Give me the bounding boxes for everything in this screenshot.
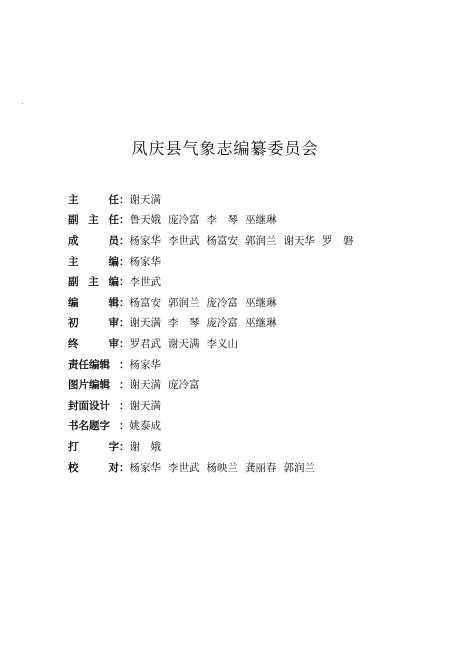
role-label <box>68 295 119 310</box>
member-names <box>130 315 284 330</box>
role-char: 初 <box>68 317 79 330</box>
role-colon: ： <box>119 296 130 309</box>
role-colon: ： <box>119 399 130 412</box>
member-name: 庞冷富 <box>168 379 200 392</box>
role-label <box>68 254 119 269</box>
role-char: 任 <box>108 193 119 206</box>
member-names <box>130 460 323 475</box>
member-names <box>130 212 284 227</box>
member-name: 杨家华 <box>129 255 161 268</box>
role-char: 终 <box>68 337 79 350</box>
role-colon: ： <box>119 440 130 453</box>
roster-row <box>68 416 428 437</box>
member-name: 李世武 <box>168 234 200 247</box>
role-char: 编 <box>108 276 119 289</box>
roster-row <box>68 292 428 313</box>
role-char: 审 <box>108 337 119 350</box>
member-name: 郭润兰 <box>283 461 315 474</box>
roster-row <box>68 457 428 478</box>
member-name: 李世武 <box>168 461 200 474</box>
member-names <box>130 357 169 372</box>
role-label <box>68 336 119 351</box>
role-colon: ： <box>119 461 130 474</box>
member-name: 李义山 <box>206 337 238 350</box>
role-colon: ： <box>119 255 130 268</box>
role-char: 对 <box>108 461 119 474</box>
member-name: 巫继琳 <box>245 317 277 330</box>
member-name: 谢天满 <box>129 399 161 412</box>
role-char: 成 <box>68 234 79 247</box>
member-name: 龚丽春 <box>245 461 277 474</box>
role-char: 书名题字 <box>68 420 110 433</box>
roster-row <box>68 395 428 416</box>
role-label <box>68 418 119 433</box>
role-char: 副 <box>68 214 79 227</box>
member-name: 杨家华 <box>129 461 161 474</box>
member-names <box>130 418 169 433</box>
roster-row <box>68 251 428 272</box>
member-name: 杨家华 <box>129 234 161 247</box>
role-label <box>68 460 119 475</box>
role-char: 主 <box>68 255 79 268</box>
roster-row <box>68 271 428 292</box>
role-char: 审 <box>108 317 119 330</box>
member-name: 谢天满 <box>168 337 200 350</box>
role-char: 主 <box>88 276 99 289</box>
role-label <box>68 357 119 372</box>
member-names <box>130 295 284 310</box>
member-names <box>130 233 361 248</box>
role-label <box>68 315 119 330</box>
member-name: 巫继琳 <box>245 214 277 227</box>
member-names <box>130 336 246 351</box>
member-name: 谢天华 <box>283 234 315 247</box>
member-name: 杨富安 <box>129 296 161 309</box>
member-name: 谢天满 <box>129 193 161 206</box>
role-char: 副 <box>68 276 79 289</box>
member-names <box>130 377 207 392</box>
role-char: 字 <box>108 440 119 453</box>
role-colon: ： <box>119 234 130 247</box>
role-colon: ： <box>119 379 130 392</box>
member-name: 庞冷富 <box>206 296 238 309</box>
role-colon: ： <box>119 358 130 371</box>
role-char: 辑 <box>108 296 119 309</box>
member-name: 李 琴 <box>206 214 238 227</box>
member-name: 罗 磐 <box>322 234 354 247</box>
member-name: 罗君武 <box>129 337 161 350</box>
role-char: 责任编辑 <box>68 358 110 371</box>
committee-roster <box>68 189 428 477</box>
role-char: 主 <box>68 193 79 206</box>
role-label <box>68 439 119 454</box>
member-name: 杨映兰 <box>206 461 238 474</box>
member-name: 庞冷富 <box>206 317 238 330</box>
member-name: 杨家华 <box>129 358 161 371</box>
role-label <box>68 212 119 227</box>
member-name: 巫继琳 <box>245 296 277 309</box>
role-colon: ： <box>119 317 130 330</box>
member-name: 鲁天娥 <box>129 214 161 227</box>
member-names <box>130 274 169 289</box>
roster-row <box>68 436 428 457</box>
scan-speck <box>22 103 23 104</box>
role-label <box>68 274 119 289</box>
member-names <box>130 398 169 413</box>
member-name: 杨富安 <box>206 234 238 247</box>
role-char: 校 <box>68 461 79 474</box>
member-name: 郭润兰 <box>168 296 200 309</box>
member-names <box>130 192 169 207</box>
roster-row <box>68 189 428 210</box>
member-name: 李世武 <box>129 276 161 289</box>
roster-row <box>68 374 428 395</box>
role-label <box>68 192 119 207</box>
member-name: 谢 娥 <box>129 440 161 453</box>
role-char: 编 <box>68 296 79 309</box>
roster-row <box>68 354 428 375</box>
role-char: 任 <box>108 214 119 227</box>
member-names <box>130 439 169 454</box>
member-name: 李 琴 <box>168 317 200 330</box>
roster-row <box>68 333 428 354</box>
role-colon: ： <box>119 420 130 433</box>
member-name: 谢天满 <box>129 317 161 330</box>
role-label <box>68 233 119 248</box>
role-char: 主 <box>88 214 99 227</box>
role-label <box>68 377 119 392</box>
role-colon: ： <box>119 214 130 227</box>
role-char: 编 <box>108 255 119 268</box>
page-title: 凤庆县气象志编纂委员会 <box>131 139 319 158</box>
member-name: 庞冷富 <box>168 214 200 227</box>
role-char: 图片编辑 <box>68 379 110 392</box>
member-name: 姚泰成 <box>129 420 161 433</box>
role-colon: ： <box>119 276 130 289</box>
member-name: 谢天满 <box>129 379 161 392</box>
role-char: 封面设计 <box>68 399 110 412</box>
role-colon: ： <box>119 337 130 350</box>
roster-row <box>68 210 428 231</box>
role-char: 打 <box>68 440 79 453</box>
roster-row <box>68 313 428 334</box>
member-name: 郭润兰 <box>245 234 277 247</box>
member-names <box>130 254 169 269</box>
role-colon: ： <box>119 193 130 206</box>
roster-row <box>68 230 428 251</box>
role-label <box>68 398 119 413</box>
role-char: 员 <box>108 234 119 247</box>
